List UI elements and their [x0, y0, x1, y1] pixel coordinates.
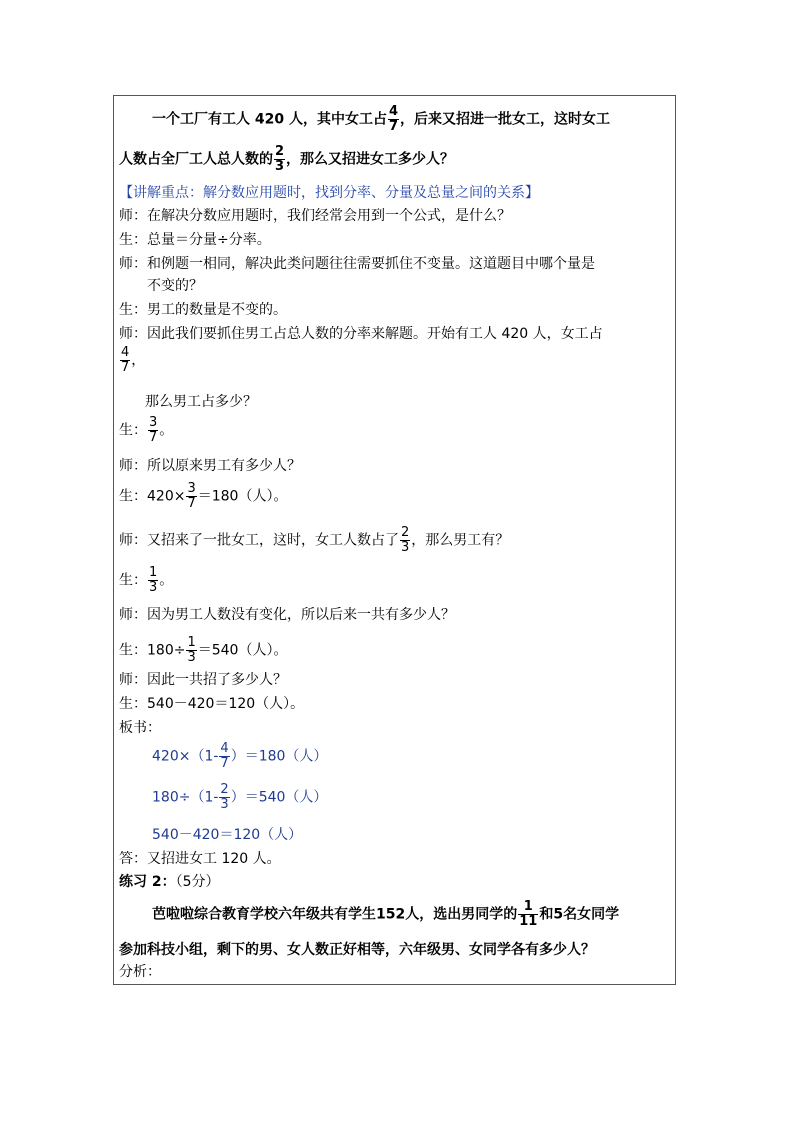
exercise-line-2: 参加科技小组，剩下的男、女人数正好相等，六年级男、女同学各有多少人？ [119, 942, 595, 958]
dialogue-line: 生：180÷ $\frac{1}{3}$ ＝540（人）。 [119, 635, 288, 665]
dialogue-line: 那么男工占多少？ [145, 394, 257, 410]
fraction: $\frac{1}{11}$ [519, 899, 538, 929]
exercise-header [119, 872, 220, 892]
dialogue-line: 师：因为男工人数没有变化，所以后来一共有多少人？ [119, 607, 455, 623]
exercise-points: （5分） [175, 874, 220, 890]
dialogue-line: 生：540－420＝120（人）。 [119, 696, 305, 712]
board-line: 540－420＝120（人） [152, 827, 303, 843]
dialogue-line: 师：所以原来男工有多少人？ [119, 458, 301, 474]
dialogue-line: 师：在解决分数应用题时，我们经常会用到一个公式，是什么？ [119, 208, 511, 224]
exercise-line-1: 芭啦啦综合教育学校六年级共有学生152人，选出男同学的 $\frac{1}{11}$ 和5名女同学 [152, 899, 620, 929]
analysis-label: 分析： [119, 964, 161, 980]
problem-line-1: 一个工厂有工人 420 人，其中女工占 $\frac{4}{7}$ ，后来又招进一批女工，这时女工 [152, 104, 611, 134]
fraction: $\frac{4}{7}$ [220, 741, 229, 771]
dialogue-fraction-line: $\frac{4}{7}$ ， [121, 345, 146, 375]
fraction: $\frac{1}{3}$ [187, 635, 196, 665]
dialogue-line: 师：因此一共招了多少人？ [119, 672, 287, 688]
dialogue-line: 生： $\frac{1}{3}$ 。 [119, 565, 174, 595]
dialogue-line: 师：和例题一相同，解决此类问题往往需要抓住不变量。这道题目中哪个量是 [119, 256, 595, 272]
fraction: $\frac{2}{3}$ [220, 782, 229, 812]
fraction: $\frac{2}{3}$ [401, 525, 410, 555]
board-line: 180÷（1- $\frac{2}{3}$ ）＝540（人） [152, 782, 328, 812]
fraction: $\frac{3}{7}$ [187, 481, 196, 511]
fraction: $\frac{2}{3}$ [275, 144, 285, 174]
board-line: 420×（1- $\frac{4}{7}$ ）＝180（人） [152, 741, 328, 771]
dialogue-line: 不变的？ [147, 278, 203, 294]
exercise-title: 练习 2： [119, 874, 176, 890]
fraction: $\frac{4}{7}$ [121, 345, 130, 375]
dialogue-line: 师：因此我们要抓住男工占总人数的分率来解题。开始有工人 420 人，女工占 [119, 326, 603, 342]
fraction: $\frac{3}{7}$ [149, 415, 158, 445]
dialogue-line: 生：总量＝分量÷分率。 [119, 232, 271, 248]
fraction: $\frac{4}{7}$ [388, 104, 399, 134]
dialogue-line: 师：又招来了一批女工，这时，女工人数占了 $\frac{2}{3}$ ，那么男工有？ [119, 525, 510, 555]
answer: 答：又招进女工 120 人。 [119, 851, 281, 867]
problem-line-2: 人数占全厂工人总人数的 $\frac{2}{3}$ ，那么又招进女工多少人？ [119, 144, 455, 174]
fraction: $\frac{1}{3}$ [149, 565, 158, 595]
dialogue-line: 生：男工的数量是不变的。 [119, 302, 287, 318]
dialogue-line: 生： $\frac{3}{7}$ 。 [119, 415, 174, 445]
board-label: 板书： [119, 720, 161, 736]
dialogue-line: 生：420× $\frac{3}{7}$ ＝180（人）。 [119, 481, 288, 511]
focus-note: 【讲解重点：解分数应用题时，找到分率、分量及总量之间的关系】 [119, 185, 539, 201]
